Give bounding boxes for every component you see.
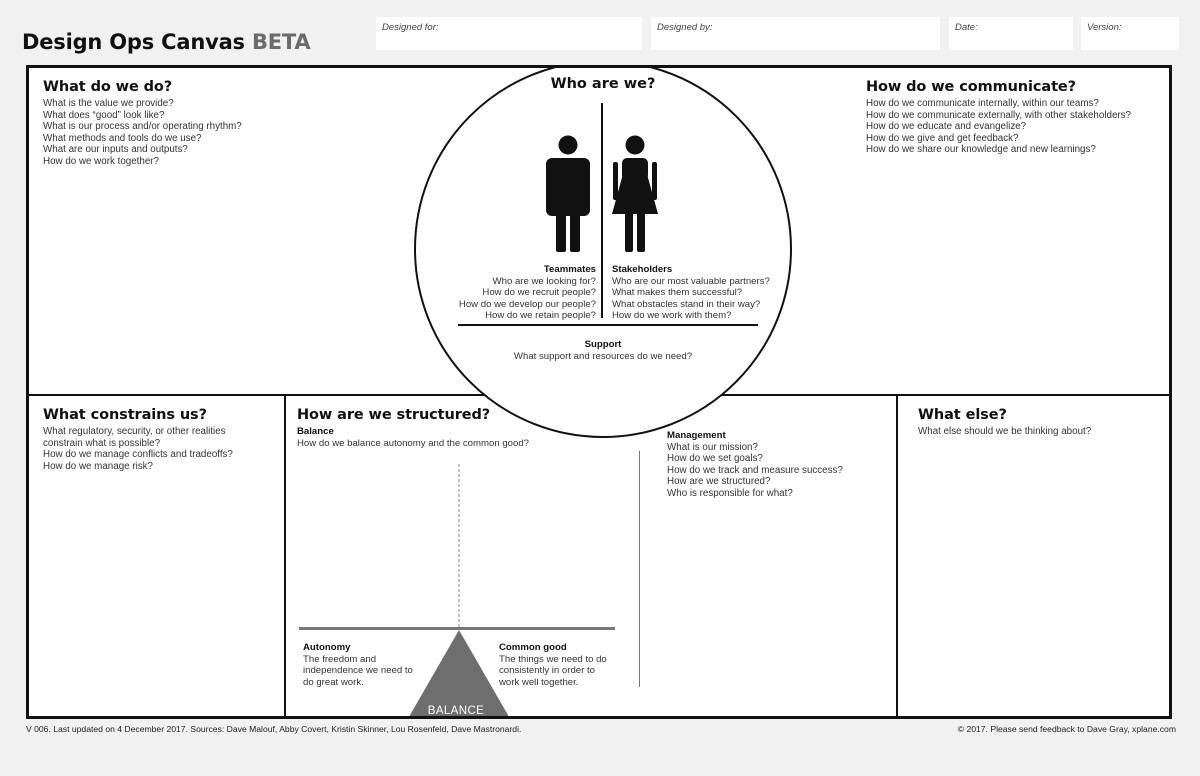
date-label: Date: xyxy=(955,22,978,33)
support-text: What support and resources do we need? xyxy=(513,350,693,362)
list-item: How are we structured? xyxy=(667,476,771,488)
balance-label: BALANCE xyxy=(427,705,485,717)
list-item: How do we set goals? xyxy=(667,453,763,465)
stakeholders-item: What obstacles stand in their way? xyxy=(612,298,761,310)
man-icon xyxy=(546,136,590,253)
list-item: How do we manage risk? xyxy=(43,460,153,472)
what-do-we-do-heading: What do we do? xyxy=(43,79,173,95)
list-item: What does “good” look like? xyxy=(43,109,165,121)
canvas-board xyxy=(26,65,1172,719)
stakeholders-heading: Stakeholders xyxy=(612,264,673,275)
list-item: What is the value we provide? xyxy=(43,98,174,109)
who-are-we-heading: Who are we? xyxy=(550,76,656,92)
who-are-we-circle xyxy=(414,65,792,438)
list-item: What are our inputs and outputs? xyxy=(43,144,188,156)
common-good-line: consistently in order to xyxy=(499,665,595,677)
people-icon xyxy=(416,65,790,436)
common-good-block xyxy=(499,642,607,688)
common-good-line: work well together. xyxy=(499,676,579,688)
what-constrains-us-heading: What constrains us? xyxy=(43,407,207,423)
teammates-item: How do we recruit people? xyxy=(482,287,596,299)
list-item: What is our process and/or operating rhythm? xyxy=(43,121,242,133)
list-item: What is our mission? xyxy=(667,441,758,453)
designed-by-field[interactable] xyxy=(651,17,940,50)
stakeholders-item: Who are our most valuable partners? xyxy=(612,275,770,287)
how-do-we-communicate-heading: How do we communicate? xyxy=(866,79,1076,95)
list-item: How do we give and get feedback? xyxy=(866,132,1019,144)
list-item: How do we communicate internally, within our teams? xyxy=(866,98,1099,109)
page-title: Design Ops Canvas BETA xyxy=(22,30,311,54)
support-heading: Support xyxy=(584,339,622,350)
teammates-item: How do we retain people? xyxy=(485,310,596,322)
list-item: constrain what is possible? xyxy=(43,437,161,449)
common-good-heading: Common good xyxy=(499,642,567,653)
designed-for-field[interactable] xyxy=(376,17,642,50)
version-field[interactable] xyxy=(1081,17,1179,50)
version-label: Version: xyxy=(1087,22,1122,33)
teammates-block xyxy=(459,264,596,322)
stakeholders-item: What makes them successful? xyxy=(612,287,743,299)
list-item: Who is responsible for what? xyxy=(667,487,793,499)
balance-text: How do we balance autonomy and the common good? xyxy=(297,437,529,449)
list-item: What regulatory, security, or other realities xyxy=(43,426,226,437)
autonomy-heading: Autonomy xyxy=(303,642,351,653)
common-good-line: The things we need to do xyxy=(499,653,607,665)
woman-icon xyxy=(612,136,658,253)
stakeholders-block xyxy=(612,264,770,322)
list-item: How do we work together? xyxy=(43,155,159,167)
list-item: What methods and tools do we use? xyxy=(43,132,202,144)
list-item: How do we educate and evangelize? xyxy=(866,121,1027,133)
autonomy-line: The freedom and xyxy=(303,653,377,665)
list-item: How do we manage conflicts and tradeoffs? xyxy=(43,449,233,461)
list-item: What else should we be thinking about? xyxy=(918,426,1092,437)
footer-copyright: © 2017. Please send feedback to Dave Gray, xplane.com xyxy=(957,724,1176,734)
autonomy-line: independence we need to xyxy=(303,665,413,677)
teammates-heading: Teammates xyxy=(543,264,596,275)
list-item: How do we share our knowledge and new learnings? xyxy=(866,144,1096,156)
designed-for-label: Designed for: xyxy=(382,22,439,33)
designed-by-label: Designed by: xyxy=(657,22,713,33)
balance-heading: Balance xyxy=(297,426,334,437)
teammates-item: Who are we looking for? xyxy=(492,275,596,287)
footer-sources: V 006. Last updated on 4 December 2017. Sources: Dave Malouf, Abby Covert, Kristin Skinner, Lou Rosenfeld, Dave Mastronardi. xyxy=(26,724,522,734)
support-block xyxy=(416,339,790,362)
section-what-else xyxy=(918,407,1091,438)
how-are-we-structured-heading: How are we structured? xyxy=(297,407,491,423)
what-else-heading: What else? xyxy=(918,407,1007,423)
stakeholders-item: How do we work with them? xyxy=(612,310,732,322)
management-heading: Management xyxy=(667,430,726,441)
list-item: How do we track and measure success? xyxy=(667,464,843,476)
date-field[interactable] xyxy=(949,17,1073,50)
teammates-item: How do we develop our people? xyxy=(458,298,596,310)
scale-beam xyxy=(299,627,615,630)
autonomy-line: do great work. xyxy=(303,676,364,688)
beta-badge: BETA xyxy=(251,30,311,54)
autonomy-block xyxy=(303,642,413,688)
list-item: How do we communicate externally, with other stakeholders? xyxy=(866,109,1132,121)
